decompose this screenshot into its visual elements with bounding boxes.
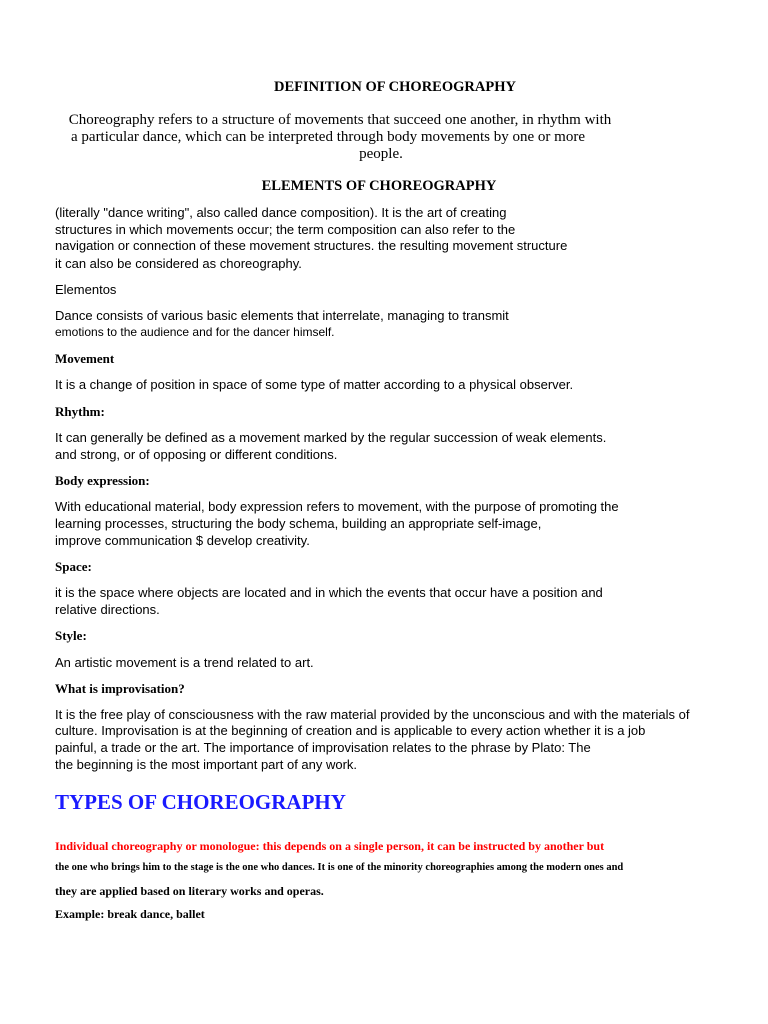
- improvisation-line-1: It is the free play of consciousness with the raw material provided by the unconscious and with the materials of: [55, 707, 690, 722]
- improvisation-label: What is improvisation?: [55, 681, 185, 696]
- individual-choreography-line: Individual choreography or monologue: this depends on a single person, it can be instructed by another but: [55, 839, 605, 853]
- elements-heading: ELEMENTS OF CHOREOGRAPHY: [261, 178, 497, 194]
- dance-line-1: Dance consists of various basic elements that interrelate, managing to transmit: [55, 308, 509, 323]
- space-label: Space:: [55, 559, 92, 574]
- dance-line-2: emotions to the audience and for the dancer himself.: [55, 325, 335, 339]
- intro-line-3: people.: [359, 146, 403, 162]
- rhythm-line-1: It can generally be defined as a movement marked by the regular succession of weak elements.: [55, 430, 607, 445]
- space-line-2: relative directions.: [55, 602, 160, 617]
- elementos-label: Elementos: [55, 282, 117, 297]
- types-title: TYPES OF CHOREOGRAPHY: [55, 790, 346, 814]
- movement-line-1: It is a change of position in space of some type of matter according to a physical observer.: [55, 377, 574, 392]
- body-expression-line-3: improve communication $ develop creativity.: [55, 533, 310, 548]
- style-line-1: An artistic movement is a trend related to art.: [55, 655, 314, 670]
- improvisation-line-4: the beginning is the most important part of any work.: [55, 757, 358, 772]
- improvisation-line-3: painful, a trade or the art. The importance of improvisation relates to the phrase by Plato: The: [55, 740, 591, 755]
- elements-line-4: it can also be considered as choreography.: [55, 256, 302, 271]
- elements-line-2: structures in which movements occur; the term composition can also refer to the: [55, 222, 516, 237]
- rhythm-line-2: and strong, or of opposing or different conditions.: [55, 447, 338, 462]
- intro-line-2: a particular dance, which can be interpreted through body movements by one or more: [71, 129, 585, 145]
- types-line-2: the one who brings him to the stage is the one who dances. It is one of the minority choreographies among the modern ones and: [55, 862, 624, 873]
- elements-line-3: navigation or connection of these movement structures. the resulting movement structure: [55, 238, 568, 253]
- example-line: Example: break dance, ballet: [55, 907, 205, 921]
- elements-line-1: (literally "dance writing", also called dance composition). It is the art of creating: [55, 205, 507, 220]
- style-label: Style:: [55, 628, 87, 643]
- intro-line-1: Choreography refers to a structure of movements that succeed one another, in rhythm with: [68, 112, 612, 128]
- space-line-1: it is the space where objects are located and in which the events that occur have a position and: [55, 585, 603, 600]
- types-line-3: they are applied based on literary works and operas.: [55, 884, 324, 898]
- body-expression-line-2: learning processes, structuring the body schema, building an appropriate self-image,: [55, 516, 542, 531]
- page-title: DEFINITION OF CHOREOGRAPHY: [274, 79, 516, 95]
- movement-label: Movement: [55, 351, 115, 366]
- rhythm-label: Rhythm:: [55, 404, 105, 419]
- body-expression-label: Body expression:: [55, 473, 150, 488]
- body-expression-line-1: With educational material, body expression refers to movement, with the purpose of promoting the: [55, 499, 619, 514]
- improvisation-line-2: culture. Improvisation is at the beginning of creation and is applicable to every action whether it is a job: [55, 723, 646, 738]
